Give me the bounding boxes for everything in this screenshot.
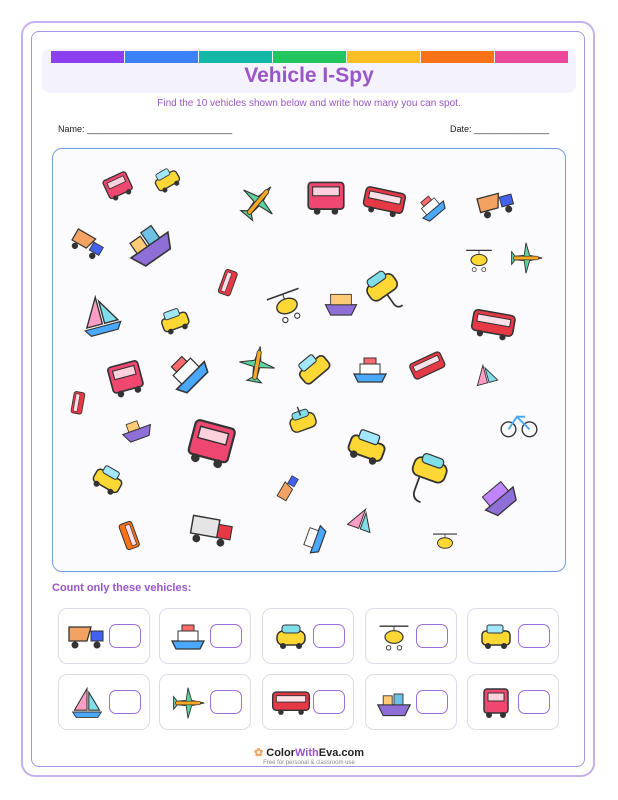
cargo-boat-icon <box>118 218 178 268</box>
cruise-ship-icon <box>162 350 212 394</box>
cargo-boat-icon <box>118 410 154 446</box>
count-card-sailboat <box>58 674 150 730</box>
count-card-dump-truck <box>58 608 150 664</box>
dump-truck-icon <box>65 619 109 655</box>
count-section-label: Count only these vehicles: <box>52 582 192 594</box>
stripe-segment <box>51 51 124 63</box>
taxi-icon <box>88 458 128 502</box>
bus-icon <box>468 306 518 344</box>
cargo-boat-icon <box>372 685 416 721</box>
electric-car-icon <box>269 619 313 655</box>
cargo-boat-icon <box>476 476 520 518</box>
count-card-taxi <box>467 608 559 664</box>
taxi-icon <box>474 619 518 655</box>
drone-icon <box>372 619 416 655</box>
dump-truck-icon <box>186 512 236 552</box>
count-card-cargo-boat <box>365 674 457 730</box>
fire-truck-icon <box>100 170 136 202</box>
dump-truck-icon <box>474 186 520 222</box>
taxi-icon <box>156 304 194 338</box>
drone-icon <box>428 528 462 558</box>
fire-truck-icon <box>302 178 350 218</box>
stripe-segment <box>125 51 198 63</box>
count-card-fire-truck <box>467 674 559 730</box>
brand-part: .com <box>338 747 364 759</box>
airplane-icon <box>236 344 278 386</box>
brand-part: With <box>295 747 319 759</box>
taxi-icon <box>292 348 336 390</box>
bus-icon <box>112 518 144 554</box>
brand-part: Color <box>266 747 295 759</box>
count-answer-box[interactable] <box>313 690 345 714</box>
sailboat-icon <box>65 685 109 721</box>
date-field[interactable]: Date: _______________ <box>450 124 550 134</box>
count-answer-box[interactable] <box>518 624 550 648</box>
bus-icon <box>360 184 408 220</box>
cruise-ship-icon <box>294 520 330 556</box>
fire-truck-icon <box>104 356 148 402</box>
count-card-cruise-ship <box>159 608 251 664</box>
brand-logo[interactable] <box>0 746 618 759</box>
name-field[interactable]: Name: _____________________________ <box>58 124 233 134</box>
fire-truck-icon <box>474 685 518 721</box>
count-answer-box[interactable] <box>109 624 141 648</box>
count-answer-box[interactable] <box>210 624 242 648</box>
stripe-segment <box>421 51 494 63</box>
footer-tagline: Free for personal & classroom use <box>263 760 355 766</box>
bus-icon <box>408 350 448 384</box>
electric-car-icon <box>362 262 406 318</box>
bus-icon <box>269 685 313 721</box>
dump-truck-icon <box>68 228 108 262</box>
drone-icon <box>266 284 308 328</box>
cruise-ship-icon <box>414 192 448 222</box>
sailboat-icon <box>470 362 502 392</box>
stripe-segment <box>347 51 420 63</box>
electric-car-icon <box>400 450 452 510</box>
sailboat-icon <box>344 504 378 540</box>
footer <box>0 746 618 766</box>
electric-car-icon <box>284 402 324 448</box>
dump-truck-icon <box>274 470 306 506</box>
airplane-icon <box>508 240 544 276</box>
instructions: Find the 10 vehicles shown below and write how many you can spot. <box>157 98 461 109</box>
sailboat-icon <box>74 292 126 338</box>
stripe-segment <box>495 51 568 63</box>
cruise-ship-icon <box>350 350 390 390</box>
count-card-drone <box>365 608 457 664</box>
airplane-icon <box>236 180 280 224</box>
count-answer-box[interactable] <box>416 624 448 648</box>
count-card-electric-car <box>262 608 354 664</box>
page-title: Vehicle I-Spy <box>244 64 374 87</box>
bicycle-icon <box>498 402 540 444</box>
cargo-boat-icon <box>322 284 360 322</box>
count-answer-box[interactable] <box>109 690 141 714</box>
airplane-icon <box>166 685 210 721</box>
count-card-airplane <box>159 674 251 730</box>
count-answer-box[interactable] <box>210 690 242 714</box>
taxi-icon <box>342 424 392 470</box>
bus-icon <box>66 386 92 420</box>
brand-part: Eva <box>318 747 339 759</box>
taxi-icon <box>150 164 184 196</box>
stripe-segment <box>273 51 346 63</box>
drone-icon <box>462 244 496 276</box>
bus-icon <box>214 266 244 300</box>
fire-truck-icon <box>182 418 240 470</box>
cruise-ship-icon <box>166 619 210 655</box>
palette-icon: ✿ <box>253 747 264 759</box>
count-card-bus <box>262 674 354 730</box>
stripe-segment <box>199 51 272 63</box>
count-answer-box[interactable] <box>518 690 550 714</box>
count-answer-box[interactable] <box>313 624 345 648</box>
count-answer-box[interactable] <box>416 690 448 714</box>
